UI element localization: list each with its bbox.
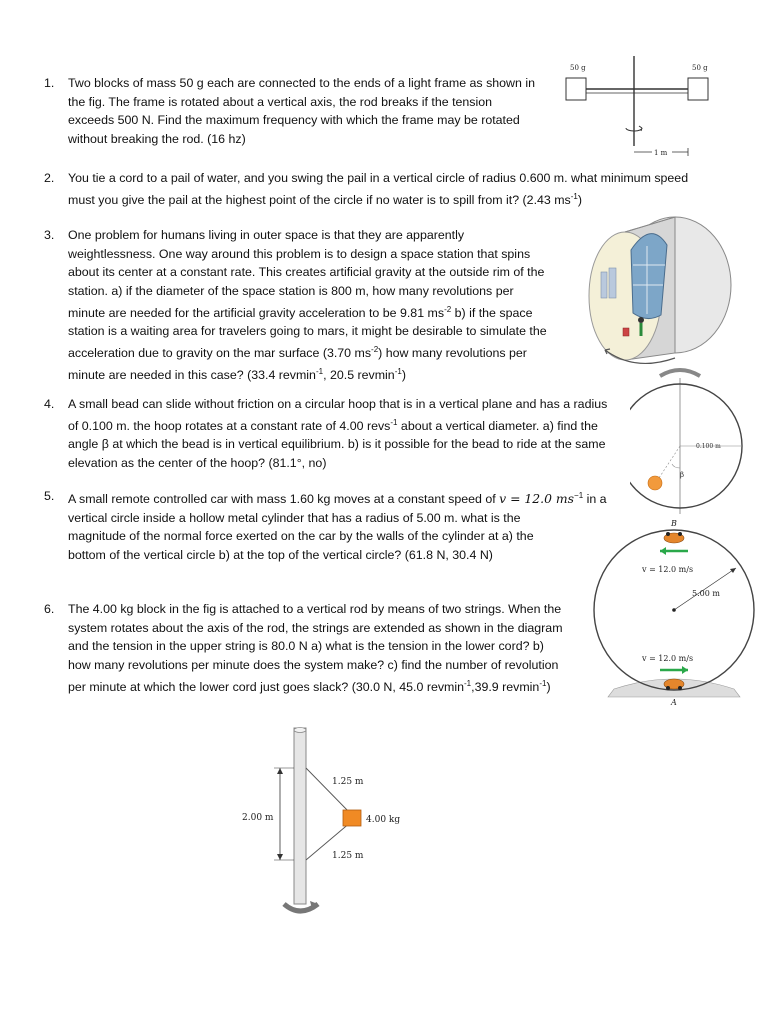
speed-label-top: v = 12.0 m/s [642,565,694,574]
text-line: minute are needed in this case? (33.4 revmin$^{-1}$, 20.5 revmin$^{-1}$) [68,366,406,382]
upper-string [306,768,351,814]
text-line: magnitude of the normal force exerted on the car by the walls of the cylinder at a) the [68,529,534,544]
text-line: station is a waiting area for travelers going to mars, it might be desirable to simulate the [68,324,547,339]
span-label: 2.00 m [242,813,274,823]
problem-text [68,487,607,565]
length-label: 1 m [654,149,668,157]
text-line: Two blocks of mass 50 g each are connected to the ends of a light frame as shown in [68,76,535,90]
radius-label: 5.00 m [692,589,720,598]
text-line: elevation as the center of the hoop? (81.1°, no) [68,455,327,470]
text-line: A small remote controlled car with mass 1.60 kg moves at a constant speed of v = 12.0 $ms^{-1}$ in a [68,491,607,507]
problem-text [68,226,547,384]
text-line: angle β at which the bead is in vertical equilibrium. b) is it possible for the bead to ride at the same [68,437,606,452]
text-line: The 4.00 kg block in the fig is attached to a vertical rod by means of two strings. When the [68,602,562,616]
text-line: and the tension in the upper string is 80.0 N a) what is the tension in the lower cord? b) [68,639,544,654]
problem-text [68,74,535,148]
problem-text [68,395,607,473]
angle-label: β [680,471,685,479]
text-line: system rotates about the axis of the rod, the strings are extended as shown in the diagram [68,620,563,635]
text-line: without breaking the rod. (16 hz) [68,131,246,146]
station-pillar [601,272,607,298]
problem-number: 4. [44,397,55,411]
vertical-rod [294,728,306,904]
rotating-frame-figure [560,56,720,161]
text-line: One problem for humans living in outer space is that they are apparently [68,228,465,242]
text-line: how many revolutions per minute does the system make? c) find the number of revolution [68,657,559,672]
text-line: about its center at a constant rate. This creates artificial gravity at the outside rim of the [68,265,545,280]
text-line: vertical circle inside a hollow metal cylinder that has a radius of 5.00 m. what is the [68,510,521,525]
bead [648,476,662,490]
text-line: the fig. The frame is rotated about a vertical axis, the rod breaks if the tension [68,94,493,109]
problem-number: 3. [44,228,55,242]
text-line: bottom of the vertical circle b) at the top of the vertical circle? (61.8 N, 30.4 N) [68,547,493,562]
left-block [566,78,586,100]
problem-number: 6. [44,602,55,616]
bottom-point-label: A [671,698,677,707]
right-block [688,78,708,100]
radius-label: 0.100 m [696,443,721,450]
text-line: acceleration due to gravity on the mar surface (3.70 $ms^{-2}$) how many revolutions per [68,344,527,360]
text-line: weightlessness. One way around this problem is to design a space station that spins [68,246,531,261]
speed-label-bottom: v = 12.0 m/s [642,654,694,663]
text-line: A small bead can slide without friction on a circular hoop that is in a vertical plane and has a radius [68,397,608,411]
upper-string-label: 1.25 m [332,777,364,787]
top-point-label: B [671,519,677,528]
space-station-figure [585,210,735,370]
lower-string-label: 1.25 m [332,851,364,861]
text-line: must you give the pail at the highest point of the circle if no water is to spill from it? (2.43 $ms^{-1}$) [68,191,583,207]
text-line: minute are needed for the artificial gravity acceleration to be 9.81 $ms^{-2}$ b) if the space [68,304,533,320]
problem-text [68,169,688,209]
chair-figure [623,328,629,336]
problem-text [68,600,563,696]
text-line: You tie a cord to a pail of water, and you swing the pail in a vertical circle of radius 0.600 m. what minimum speed [68,171,689,185]
text-line: exceeds 500 N. Find the maximum frequency with which the frame may be rotated [68,113,520,128]
problem-number: 1. [44,76,55,90]
text-line: per minute at which the lower cord just goes slack? (30.0 N, 45.0 revmin$^{-1}$,39.9 revmin$^{-1}$) [68,678,551,694]
rotating-hoop-figure [630,364,760,524]
text-line: of 0.100 m. the hoop rotates at a constant rate of 4.00 revs$^{-1}$ about a vertical diameter. a) find the [68,417,598,433]
rod-strings-block-figure [236,726,436,926]
problem-number: 5. [44,489,55,503]
problem-number: 2. [44,171,55,185]
left-mass-label: 50 g [570,64,586,72]
vertical-circle-car-figure [590,514,760,710]
person-figure [638,317,644,323]
text-line: station. a) if the diameter of the space station is 800 m, how many revolutions per [68,283,514,298]
station-window [631,234,667,319]
block-mass-label: 4.00 kg [366,815,401,825]
block [343,810,361,826]
right-mass-label: 50 g [692,64,708,72]
rotation-arrow-icon [660,370,700,376]
